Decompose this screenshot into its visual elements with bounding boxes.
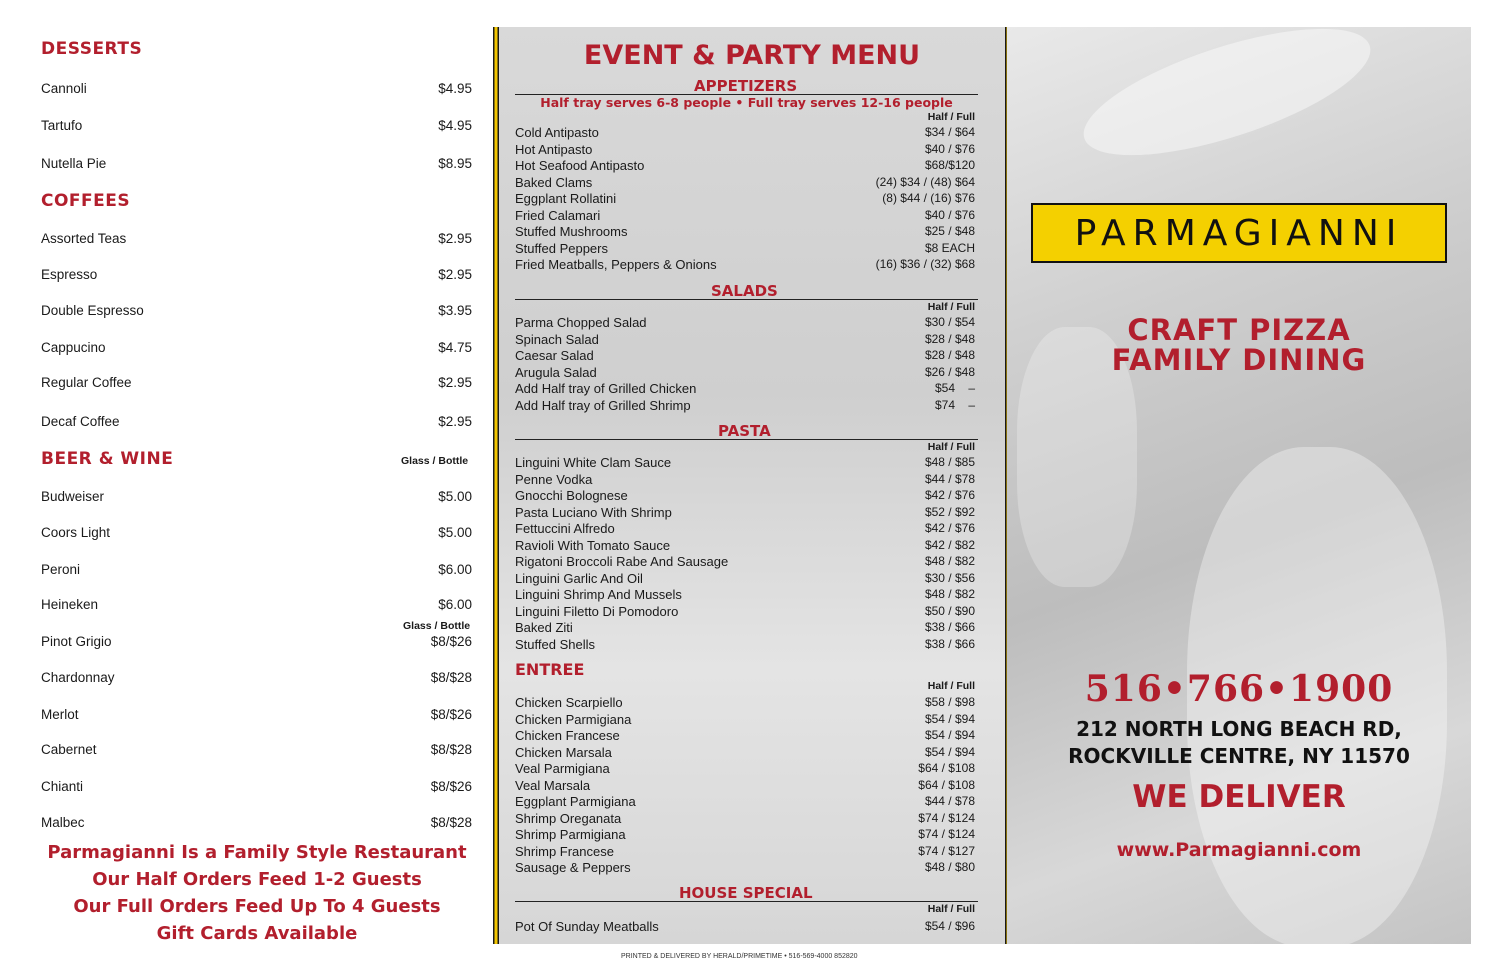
item-name: Heineken [41, 597, 99, 612]
table-row [515, 604, 975, 621]
background-photo-shape [1070, 27, 1383, 181]
item-name: Chicken Marsala [515, 744, 612, 760]
table-row [515, 794, 975, 811]
family-dining-tagline: FAMILY DINING [1111, 343, 1367, 377]
table-row [515, 919, 975, 936]
item-price: $8 EACH [924, 240, 975, 255]
item-name: Chicken Francese [515, 728, 620, 743]
item-name: Linguini Shrimp And Mussels [515, 587, 682, 602]
glass-bottle-label: Glass / Bottle [401, 455, 469, 467]
left-panel [0, 0, 490, 969]
coffees-title: COFFEES [41, 191, 131, 211]
item-name: Shrimp Parmigiana [515, 827, 626, 842]
event-party-menu-panel [497, 27, 1007, 944]
item-name: Budweiser [41, 489, 105, 504]
divider [515, 901, 978, 902]
table-row [515, 332, 975, 349]
item-name: Cabernet [41, 742, 97, 757]
cover-panel [1007, 27, 1471, 944]
item-price: $64 / $108 [918, 761, 975, 775]
item-price: $38 / $66 [924, 620, 975, 634]
table-row [515, 695, 975, 712]
item-name: Double Espresso [41, 303, 144, 318]
item-price: $3.95 [438, 303, 472, 318]
item-price: (8) $44 / (16) $76 [882, 191, 975, 205]
table-row [515, 620, 975, 637]
item-price: $4.95 [438, 81, 472, 96]
item-name: Malbec [41, 815, 85, 830]
item-name: Shrimp Oreganata [515, 810, 622, 826]
item-name: Baked Clams [515, 174, 593, 190]
item-price: $44 / $78 [924, 794, 975, 808]
item-name: Add Half tray of Grilled Chicken [515, 381, 697, 396]
item-price: $38 / $66 [924, 636, 975, 651]
item-price: $42 / $76 [924, 521, 975, 535]
item-price: $2.95 [438, 267, 472, 282]
item-price: $2.95 [438, 414, 472, 429]
table-row [515, 348, 975, 365]
item-name: Add Half tray of Grilled Shrimp [515, 397, 691, 413]
item-price: $8/$26 [430, 707, 472, 722]
half-full-label: Half / Full [927, 441, 975, 453]
item-price: $28 / $48 [924, 331, 975, 346]
item-name: Sausage & Peppers [515, 860, 631, 875]
item-price: $58 / $98 [924, 695, 975, 709]
item-price: $48 / $85 [924, 455, 975, 469]
table-row [515, 637, 975, 654]
item-name: Stuffed Shells [515, 636, 595, 652]
wine-glass-bottle-label: Glass / Bottle [403, 620, 471, 632]
half-full-label: Half / Full [927, 903, 975, 915]
we-deliver-text: WE DELIVER [1132, 779, 1346, 815]
item-price: $4.75 [438, 340, 472, 355]
entree-title: ENTREE [515, 660, 585, 679]
table-row [515, 778, 975, 795]
table-row [515, 142, 975, 159]
item-name: Linguini White Clam Sauce [515, 455, 672, 470]
table-row [515, 472, 975, 489]
pasta-title: PASTA [718, 422, 771, 440]
item-name: Pinot Grigio [41, 634, 112, 649]
item-price: $40 / $76 [924, 207, 975, 222]
table-row [515, 745, 975, 762]
item-name: Gnocchi Bolognese [515, 488, 628, 503]
table-row [515, 224, 975, 241]
item-price: $34 / $64 [924, 125, 975, 139]
item-name: Veal Marsala [515, 777, 591, 793]
address-line-2: ROCKVILLE CENTRE, NY 11570 [1068, 744, 1410, 768]
item-price: $8/$28 [430, 815, 472, 830]
printer-credit: PRINTED & DELIVERED BY HERALD/PRIMETIME • 516-569-4000 852820 [621, 953, 858, 960]
item-price: $42 / $82 [924, 537, 975, 552]
item-price: $2.95 [438, 231, 472, 246]
table-row [515, 125, 975, 142]
table-row [515, 571, 975, 588]
item-price: (24) $34 / (48) $64 [875, 174, 975, 189]
item-price: $52 / $92 [924, 504, 975, 519]
item-name: Merlot [41, 707, 79, 722]
item-name: Penne Vodka [515, 471, 593, 487]
item-price: $30 / $54 [924, 315, 975, 329]
item-price: $74 / $124 [918, 827, 975, 841]
parmagianni-logo: PARMAGIANNI [1031, 203, 1447, 263]
table-row [515, 488, 975, 505]
item-name: Spinach Salad [515, 331, 599, 347]
item-price: $8/$28 [430, 742, 472, 757]
craft-pizza-tagline: CRAFT PIZZA [1127, 313, 1351, 347]
item-name: Pot Of Sunday Meatballs [515, 919, 659, 934]
item-price: $54 / $94 [924, 744, 975, 759]
half-full-label: Half / Full [927, 680, 975, 692]
table-row [515, 538, 975, 555]
item-name: Baked Ziti [515, 620, 573, 635]
item-price: $2.95 [438, 375, 472, 390]
item-price: $40 / $76 [924, 141, 975, 156]
left-border-stripe [493, 27, 499, 944]
item-name: Eggplant Parmigiana [515, 794, 636, 809]
item-price: $5.00 [438, 489, 472, 504]
item-name: Chianti [41, 779, 84, 794]
item-price: $54 – [934, 381, 975, 395]
table-row [515, 398, 975, 415]
item-price: $64 / $108 [918, 777, 975, 792]
divider [515, 299, 978, 300]
phone-number: 516•766•1900 [1084, 668, 1394, 710]
item-price: $44 / $78 [924, 471, 975, 486]
item-name: Fried Calamari [515, 207, 601, 223]
item-name: Chicken Parmigiana [515, 711, 632, 727]
item-name: Decaf Coffee [41, 414, 120, 429]
table-row [515, 175, 975, 192]
item-price: $8/$26 [430, 634, 472, 649]
item-price: $28 / $48 [924, 348, 975, 362]
item-price: $74 / $124 [918, 810, 975, 825]
item-name: Pasta Luciano With Shrimp [515, 504, 672, 520]
item-name: Linguini Garlic And Oil [515, 570, 643, 586]
item-price: $26 / $48 [924, 364, 975, 379]
item-price: $6.00 [438, 597, 472, 612]
item-name: Hot Seafood Antipasto [515, 158, 645, 173]
item-price: $25 / $48 [924, 224, 975, 238]
item-name: Caesar Salad [515, 348, 594, 363]
item-name: Fettuccini Alfredo [515, 521, 615, 536]
item-price: $8/$26 [430, 779, 472, 794]
table-row [515, 241, 975, 258]
footer-line: Gift Cards Available [156, 923, 358, 944]
item-name: Tartufo [41, 118, 83, 133]
item-name: Nutella Pie [41, 156, 107, 171]
footer-line: Our Full Orders Feed Up To 4 Guests [73, 896, 441, 917]
item-name: Regular Coffee [41, 375, 132, 390]
item-name: Ravioli With Tomato Sauce [515, 537, 671, 553]
item-name: Cold Antipasto [515, 125, 599, 140]
item-name: Cannoli [41, 81, 87, 96]
item-name: Assorted Teas [41, 231, 127, 246]
item-name: Fried Meatballs, Peppers & Onions [515, 257, 717, 272]
item-price: $8.95 [438, 156, 472, 171]
table-row [515, 191, 975, 208]
table-row [515, 860, 975, 877]
item-price: $48 / $80 [924, 860, 975, 874]
table-row [515, 844, 975, 861]
table-row [515, 257, 975, 274]
item-name: Arugula Salad [515, 364, 597, 380]
item-price: $4.95 [438, 118, 472, 133]
item-price: $50 / $90 [924, 603, 975, 618]
half-full-label: Half / Full [927, 301, 975, 313]
table-row [515, 158, 975, 175]
tray-size-note: Half tray serves 6-8 people • Full tray serves 12-16 people [540, 95, 953, 110]
item-price: $54 / $94 [924, 711, 975, 726]
item-name: Linguini Filetto Di Pomodoro [515, 603, 679, 619]
table-row [515, 315, 975, 332]
item-price: (16) $36 / (32) $68 [875, 257, 975, 271]
item-name: Chardonnay [41, 670, 115, 685]
table-row [515, 521, 975, 538]
table-row [515, 505, 975, 522]
salads-title: SALADS [711, 282, 778, 300]
address-line-1: 212 NORTH LONG BEACH RD, [1076, 717, 1402, 741]
house-special-title: HOUSE SPECIAL [679, 884, 813, 902]
website-link: www.Parmagianni.com [1116, 839, 1362, 861]
item-name: Eggplant Rollatini [515, 191, 617, 206]
item-price: $48 / $82 [924, 587, 975, 601]
item-price: $30 / $56 [924, 570, 975, 585]
table-row [515, 712, 975, 729]
item-name: Parma Chopped Salad [515, 315, 647, 330]
table-row [515, 455, 975, 472]
item-price: $68/$120 [924, 158, 975, 172]
table-row [515, 381, 975, 398]
beer-wine-title: BEER & WINE [41, 449, 174, 469]
table-row [515, 811, 975, 828]
item-price: $48 / $82 [924, 554, 975, 568]
table-row [515, 554, 975, 571]
item-name: Coors Light [41, 525, 111, 540]
desserts-title: DESSERTS [41, 39, 143, 59]
event-party-menu-title: EVENT & PARTY MENU [583, 40, 921, 71]
item-name: Hot Antipasto [515, 141, 593, 157]
divider [515, 439, 978, 440]
item-name: Stuffed Peppers [515, 240, 608, 256]
item-price: $42 / $76 [924, 488, 975, 502]
table-row [515, 587, 975, 604]
item-name: Veal Parmigiana [515, 761, 610, 776]
footer-line: Our Half Orders Feed 1-2 Guests [92, 869, 422, 890]
item-name: Espresso [41, 267, 98, 282]
table-row [515, 365, 975, 382]
family-style-note [20, 839, 494, 947]
table-row [515, 761, 975, 778]
item-name: Stuffed Mushrooms [515, 224, 628, 239]
half-full-label: Half / Full [927, 111, 975, 123]
item-name: Rigatoni Broccoli Rabe And Sausage [515, 554, 729, 569]
item-name: Chicken Scarpiello [515, 695, 623, 710]
item-price: $5.00 [438, 525, 472, 540]
item-price: $54 / $96 [924, 919, 975, 933]
item-price: $74 – [934, 397, 975, 412]
footer-line: Parmagianni Is a Family Style Restaurant [47, 842, 467, 863]
item-name: Shrimp Francese [515, 843, 614, 859]
table-row [515, 208, 975, 225]
appetizers-title: APPETIZERS [694, 77, 798, 95]
item-price: $74 / $127 [918, 843, 975, 858]
item-name: Peroni [41, 562, 81, 577]
item-price: $6.00 [438, 562, 472, 577]
item-price: $8/$28 [430, 670, 472, 685]
item-price: $54 / $94 [924, 728, 975, 742]
table-row [515, 728, 975, 745]
item-name: Cappucino [41, 340, 106, 355]
table-row [515, 827, 975, 844]
